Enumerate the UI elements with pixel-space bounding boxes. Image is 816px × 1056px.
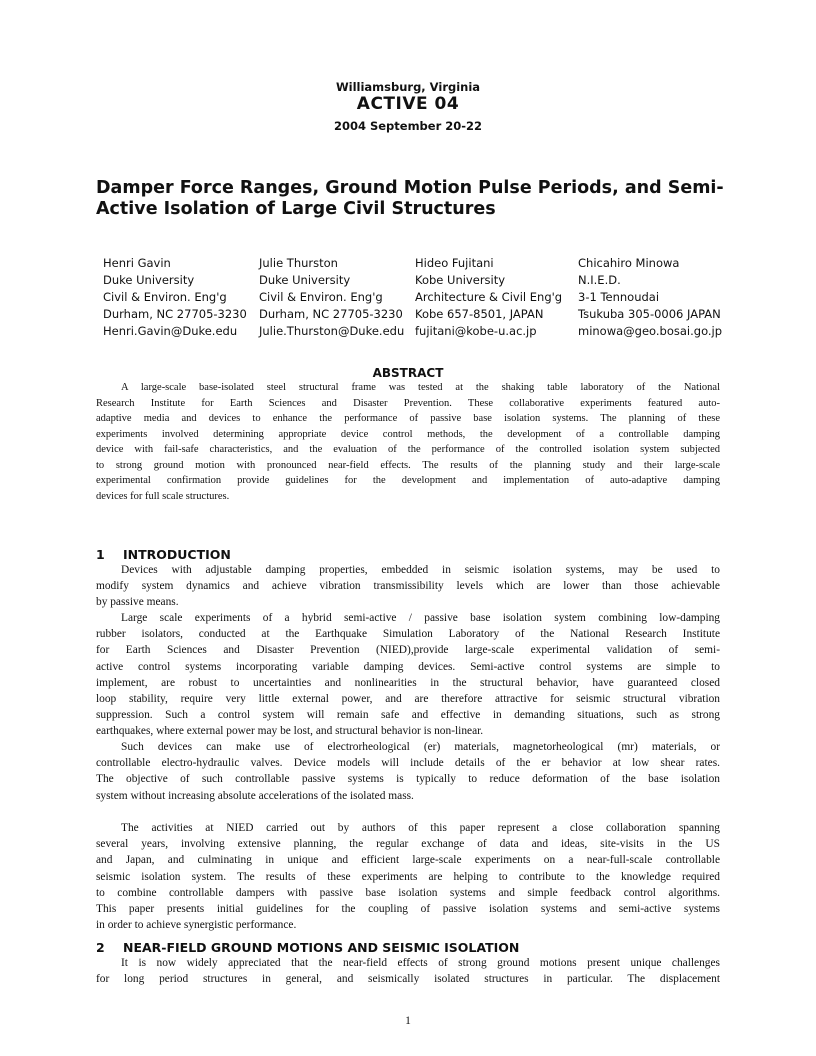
abstract-heading: ABSTRACT [372, 366, 444, 380]
page-number: 1 [405, 1015, 411, 1027]
author-name: Chicahiro Minowa [578, 256, 680, 270]
section-heading [96, 547, 231, 562]
author-affiliation: Duke University [259, 273, 351, 287]
section-title: NEAR-FIELD GROUND MOTIONS AND SEISMIC ISOLATION [123, 940, 520, 955]
author-address: Durham, NC 27705-3230 [103, 307, 247, 321]
author-department: Civil & Environ. Eng'g [103, 290, 227, 304]
paragraph [96, 610, 720, 740]
section-number: 2 [96, 940, 105, 955]
text-line: The objective of such controllable passive systems is typically to reduce deformation of the base isolation [96, 773, 720, 786]
section-number: 1 [96, 547, 105, 562]
text-line: by passive means. [96, 596, 179, 609]
paper-title: Damper Force Ranges, Ground Motion Pulse Periods, and Semi-Active Isolation of Large Civil Structures [96, 178, 724, 219]
author-name: Hideo Fujitani [415, 256, 494, 270]
paragraph [96, 562, 720, 611]
abstract-body [96, 380, 720, 504]
author-block [259, 255, 404, 340]
author-department: 3-1 Tennoudai [578, 290, 660, 304]
author-email[interactable]: fujitani@kobe-u.ac.jp [415, 324, 537, 338]
paragraph [96, 820, 720, 933]
text-line: loop stability, require very little external power, and are therefore attractive for seismic structural vibration [96, 693, 720, 706]
text-line: and Japan, and culminating in unique and efficient large-scale experiments on a near-full-scale controllable [96, 854, 720, 867]
text-line: to combine controllable dampers with passive base isolation systems and simple feedback control algorithms. [96, 886, 720, 899]
abstract-line: Research Institute for Earth Sciences and Disaster Prevention. These collaborative experiments featured auto- [96, 397, 720, 409]
text-line: It is now widely appreciated that the near-field effects of strong ground motions present unique challenges [121, 957, 720, 969]
abstract-line: devices for full scale structures. [96, 490, 230, 502]
author-email[interactable]: minowa@geo.bosai.go.jp [578, 324, 723, 338]
text-line: Large scale experiments of a hybrid semi-active / passive base isolation system combining low-damping [121, 612, 720, 624]
author-name: Julie Thurston [259, 256, 338, 270]
author-address: Tsukuba 305-0006 JAPAN [578, 307, 721, 321]
abstract-line: experimental confirmation provide guidelines for the development and implementation of auto-adaptive damping [96, 475, 720, 486]
text-line: in order to achieve synergistic performance. [96, 919, 297, 932]
author-affiliation: Duke University [103, 273, 195, 287]
author-email[interactable]: Julie.Thurston@Duke.edu [259, 324, 405, 338]
text-line: for Earth Sciences and Disaster Prevention (NIED),provide large-scale experimental validation of semi- [96, 644, 720, 657]
author-affiliation: Kobe University [415, 273, 506, 287]
text-line: suppression. Such a control system will remain safe and effective in demanding situations, such as strong [96, 709, 720, 722]
text-line: This paper presents initial guidelines for the coupling of passive isolation systems and semi-active systems [96, 903, 720, 916]
section-heading [96, 940, 519, 955]
text-line: modify system dynamics and achieve vibration transmissibility levels which are lower than those achievable [96, 580, 720, 593]
author-address: Durham, NC 27705-3230 [259, 307, 403, 321]
author-address: Kobe 657-8501, JAPAN [415, 307, 544, 321]
text-line: controllable electro-hydraulic valves. Device models will include details of the er behavior at low shear rates. [96, 757, 720, 770]
abstract-line: to strong ground motion with pronounced near-field effects. The results of the planning study and their large-scale [96, 459, 720, 471]
conference-name: ACTIVE 04 [356, 94, 460, 114]
text-line: implement, are robust to uncertainties and nonlinearities in the structural behavior, have guaranteed closed [96, 676, 720, 689]
text-line: several years, involving extensive planning, the regular exchange of data and ideas, site-visits in the US [96, 838, 720, 851]
paragraph [96, 955, 720, 987]
author-block [103, 255, 247, 340]
abstract-line: adaptive media and devices to enhance the performance of passive base isolation systems. The planning of these [96, 413, 720, 424]
text-line: seismic isolation system. The results of these experiments are helping to contribute to the knowledge required [96, 870, 720, 883]
author-email[interactable]: Henri.Gavin@Duke.edu [103, 324, 238, 338]
section-title: INTRODUCTION [123, 547, 231, 562]
abstract-line: device with fail-safe characteristics, and the evaluation of the performance of the controlled isolation system subjected [96, 444, 720, 455]
text-line: active control systems incorporating variable damping devices. Semi-active control systems are simple to [96, 660, 720, 673]
conference-date: 2004 September 20-22 [333, 119, 483, 133]
abstract-line: experiments involved determining appropriate device control methods, the development of a controllable damping [96, 428, 720, 440]
text-line: The activities at NIED carried out by authors of this paper represent a close collaboration spanning [121, 822, 720, 834]
author-block [578, 255, 722, 340]
text-line: rubber isolators, conducted at the Earthquake Simulation Laboratory of the National Research Institute [96, 628, 720, 641]
text-line: earthquakes, where external power may be lost, and structural behavior is non-linear. [96, 725, 484, 738]
text-line: Devices with adjustable damping properties, embedded in seismic isolation systems, may be used to [121, 564, 720, 576]
author-affiliation: N.I.E.D. [578, 273, 621, 287]
author-block [415, 255, 562, 340]
text-line: system without increasing absolute accelerations of the isolated mass. [96, 789, 414, 802]
text-line: Such devices can make use of electrorheological (er) materials, magnetorheological (mr) materials, or [121, 741, 720, 753]
paragraph [96, 739, 720, 804]
text-line: for long period structures in general, and seismically isolated structures in particular. The displacement [96, 973, 720, 986]
author-department: Civil & Environ. Eng'g [259, 290, 383, 304]
author-name: Henri Gavin [103, 256, 171, 270]
conference-location: Williamsburg, Virginia [335, 80, 481, 94]
author-department: Architecture & Civil Eng'g [415, 290, 563, 304]
abstract-line: A large-scale base-isolated steel structural frame was tested at the shaking table laboratory of the National [121, 382, 720, 393]
